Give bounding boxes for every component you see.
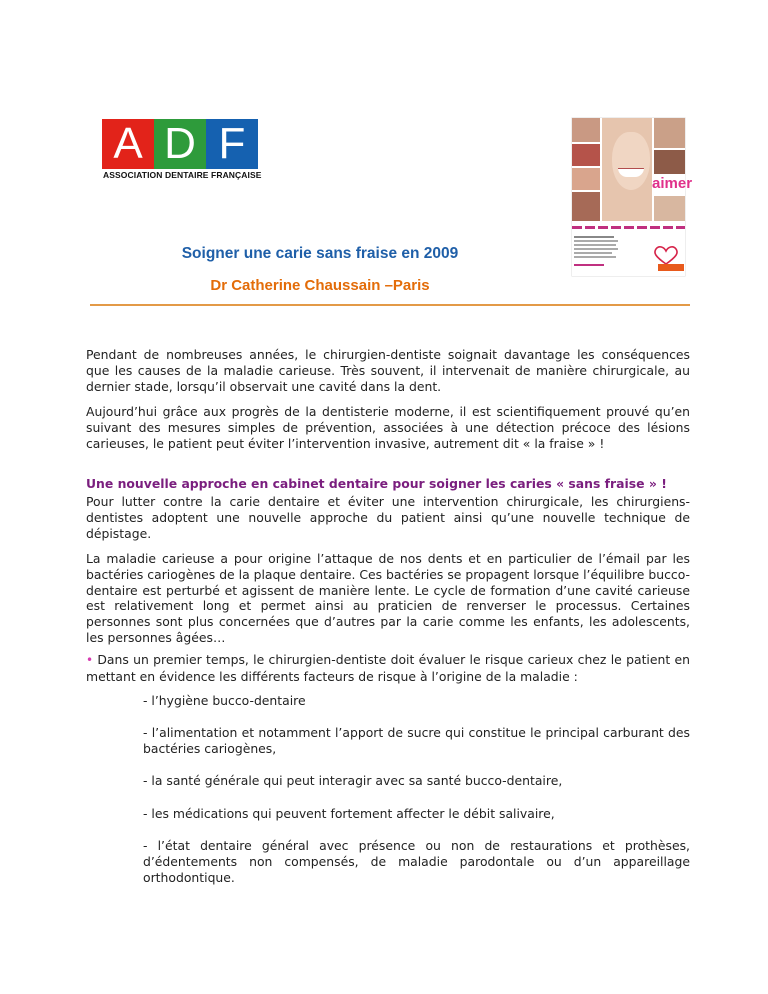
poster-photo <box>654 196 685 221</box>
title-divider <box>90 304 690 306</box>
logo-letter-f: F <box>206 119 258 169</box>
article-title: Soigner une carie sans fraise en 2009 <box>181 245 459 262</box>
article-author: Dr Catherine Chaussain –Paris <box>210 277 430 294</box>
paragraph-first-step <box>86 652 690 685</box>
poster-word: aimer <box>652 175 693 192</box>
heart-icon <box>652 244 680 266</box>
risk-factor-item: - l’état dentaire général avec présence ou non de restaurations et prothèses, d’édentements non compensés, de maladie parodontale ou d’un appareillage orthodontique. <box>143 838 690 885</box>
paragraph-disease: La maladie carieuse a pour origine l’attaque de nos dents et en particulier de l’émail par les bactéries cariogènes de la plaque dentaire. Ces bactéries se propagent lorsque l’équilibre bucco-dentaire est perturbé et agissent de manière lente. Le cycle de formation d’une cavité carieuse est relativement long et permet ainsi au praticien de renverser le processus. Certaines personnes sont plus concernées que d’autres par la carie comme les enfants, les adolescents, les personnes âgées… <box>86 551 690 645</box>
poster-smiling-face <box>612 132 650 190</box>
risk-factor-item: - la santé générale qui peut interagir avec sa santé bucco-dentaire, <box>143 773 563 788</box>
poster-text-line <box>574 264 604 266</box>
poster-text-line <box>574 240 618 242</box>
poster-text-line <box>574 236 614 238</box>
paragraph-intro: Pendant de nombreuses années, le chirurgien-dentiste soignait davantage les conséquences que les causes de la maladie carieuse. Très souvent, il intervenait de manière chirurgicale, au dernier stade, lorsqu’il observait une cavité dans la dent. <box>86 347 690 394</box>
paragraph-approach: Pour lutter contre la carie dentaire et éviter une intervention chirurgicale, les chirurgiens-dentistes adoptent une nouvelle approche du patient ainsi qu’une nouvelle technique de dépistage. <box>86 494 690 541</box>
logo-subtitle: ASSOCIATION DENTAIRE FRANÇAISE <box>103 170 262 180</box>
poster-photo <box>654 150 685 174</box>
poster-photo <box>572 144 600 166</box>
section-heading: Une nouvelle approche en cabinet dentaire pour soigner les caries « sans fraise » ! <box>86 476 667 491</box>
poster-photo <box>572 118 600 142</box>
risk-factor-item: - les médications qui peuvent fortement affecter le débit salivaire, <box>143 806 555 821</box>
bullet-icon: • <box>86 653 94 667</box>
logo-letter-d: D <box>154 119 206 169</box>
paragraph-today: Aujourd’hui grâce aux progrès de la dentisterie moderne, il est scientifiquement prouvé qu’en suivant des mesures simples de prévention, associées à une détection précoce des lésions carieuses, le patient peut éviter l’intervention invasive, autrement dit « la fraise » ! <box>86 404 690 451</box>
poster-photo <box>572 192 600 221</box>
risk-factor-item: - l’hygiène bucco-dentaire <box>143 693 306 708</box>
adf-logo <box>102 119 262 181</box>
risk-factor-item: - l’alimentation et notamment l’apport de sucre qui constitue le principal carburant des bactéries cariogènes, <box>143 725 690 756</box>
logo-letters <box>102 119 258 169</box>
poster-photo <box>654 118 685 148</box>
paragraph-first-step-text: Dans un premier temps, le chirurgien-dentiste doit évaluer le risque carieux chez le patient en mettant en évidence les différents facteurs de risque à l’origine de la maladie : <box>86 652 690 684</box>
poster-photo-collage <box>572 118 693 221</box>
poster-band <box>572 226 685 229</box>
poster-photo <box>572 168 600 190</box>
poster-badge <box>658 264 684 271</box>
logo-letter-a: A <box>102 119 154 169</box>
